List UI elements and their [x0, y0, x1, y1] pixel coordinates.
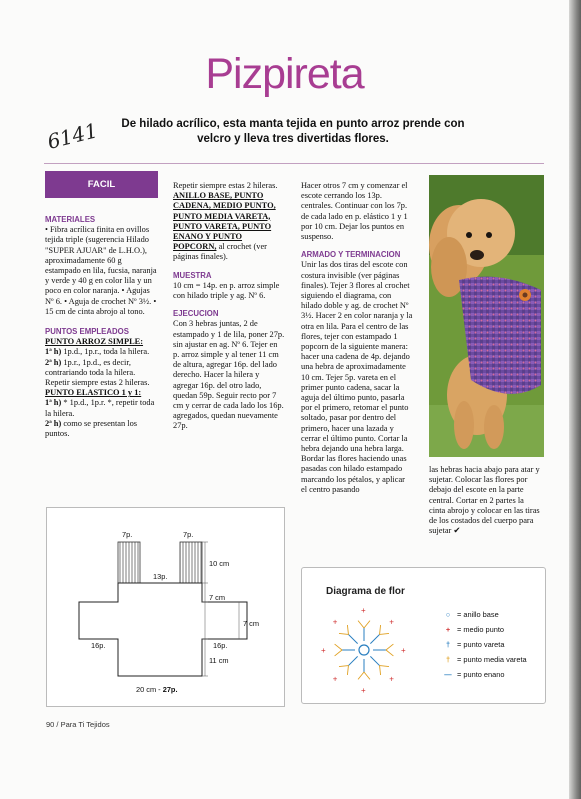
divider	[44, 163, 544, 164]
media-vareta-stitch-mark	[364, 672, 370, 679]
media-vareta-stitch-mark	[358, 672, 364, 679]
width-label: 20 cm - 27p.	[136, 685, 178, 694]
media-vareta-stitch-mark	[335, 650, 342, 656]
vareta-stitch-mark	[348, 656, 357, 665]
media-vareta-stitch-mark	[335, 644, 342, 650]
finishing-text: las hebras hacia abajo para atar y sujetar. Colocar las flores por debajo del escote en la parte central. Cortar en 2 partes la cinta abrojo y colocar en las tiras de los costados del cuerpo para sujetar ✔	[429, 465, 540, 536]
stitches-heading: PUNTOS EMPLEADOS	[45, 327, 129, 337]
page-title: Pizpireta	[205, 50, 364, 98]
medio-punto-mark: +	[401, 646, 406, 655]
height-7cm-b: 7 cm	[243, 619, 260, 628]
crochet-stitches: ANILLO BASE, PUNTO CADENA, MEDIO PUNTO, PUNTO MEDIA VARETA, PUNTO VARETA, PUNTO ENANO Y PUNTO POPCORN, al crochet (ver páginas finales).	[173, 191, 276, 262]
legend-item-double-crochet: † = punto vareta	[445, 639, 505, 649]
side-left-label: 16p.	[91, 641, 106, 650]
strap-right-label: 7p.	[183, 530, 194, 539]
assembly-text: Unir las dos tiras del escote con costura invisible (ver páginas finales). Tejer 3 flores al crochet siguiendo el diagrama, con hilado doble y ag. de crochet Nº 3½. Hacer 2 en color naranja y la otra en lila. Para el centro de las flores, tejer con estampado 1 popcorn de la siguiente manera: hacer una cadena de 4p. dejando una hebra de aproximadamente 10 cm. Tejer 5p. vareta en el primer punto cadena, sacar la aguja del último punto, pasarla por el primero, retomar el punto soltado, pasar por dentro del primero, hacer una lazada y cerrar el último punto. Cortar la hebra dejando una hebra larga. Bordar las flores haciendo unas pasadas con hilado estampado marcando los pétalos, y aplicar el centro pasando	[301, 260, 413, 494]
medio-punto-mark: +	[332, 674, 338, 684]
seed-stitch-row2: 2ª h) 1p.r., 1p.d., es decir, contrariando toda la hilera. Repetir siempre estas 2 hileras.	[45, 357, 150, 388]
vareta-stitch-mark	[370, 634, 379, 643]
page-footer: 90 / Para Ti Tejidos	[46, 720, 110, 729]
medio-punto-mark: +	[332, 617, 338, 627]
medio-punto-mark: +	[389, 674, 394, 684]
garment-schematic	[46, 507, 285, 707]
materials-text: • Fibra acrílica finita en ovillos tejida triple (sugerencia Hilado "SUPER AJUAR" de L.H.O.), aproximadamente 60 g estampado en lila, fucsia, naranja y verde y 40 g en color lila y un poco en color naranja. • Agujas Nº 6. • Aguja de crochet Nº 3½. • 15 cm de cinta abrojo al tono.	[45, 225, 157, 316]
rib-stitch-row2: 2ª h) como se presentan los puntos.	[45, 418, 138, 439]
assembly-heading: ARMADO Y TERMINACION	[301, 250, 401, 260]
materials-heading: MATERIALES	[45, 215, 96, 224]
vareta-stitch-mark	[348, 634, 357, 643]
medio-punto-mark: +	[361, 686, 366, 695]
legend-item-single-crochet: + = medio punto	[445, 624, 505, 634]
difficulty-badge: FACIL	[45, 171, 158, 198]
execution-heading: EJECUCION	[173, 309, 219, 319]
gauge-text: 10 cm = 14p. en p. arroz simple con hilado triple y ag. Nº 6.	[173, 280, 280, 301]
flower-diagram	[316, 602, 412, 698]
vareta-stitch-mark	[370, 656, 379, 665]
height-11cm: 11 cm	[209, 656, 229, 665]
execution-text: Con 3 hebras juntas, 2 de estampado y 1 de lila, poner 27p. sin ajustar en ag. Nº 6. Tejer en p. arroz simple y al tener 11 cm de altura, agregar 16p. del lado derecho. Hacer la hilera y agregar 16p. del otro lado, quedan 59p. Seguir recto por 7 cm y cerrar de cada lado los 16p. agregados, quedan nuevamente 27p.	[173, 319, 285, 431]
legend-item-half-double-crochet: † = punto media vareta	[445, 654, 527, 664]
media-vareta-stitch-mark	[380, 666, 389, 667]
medio-punto-mark: +	[361, 606, 366, 615]
media-vareta-stitch-mark	[339, 633, 348, 634]
media-vareta-stitch-mark	[364, 621, 370, 628]
column-finishing	[429, 465, 541, 536]
media-vareta-stitch-mark	[386, 650, 393, 656]
media-vareta-stitch-mark	[380, 666, 381, 675]
neckline-text: Hacer otros 7 cm y comenzar el escote cerrando los 13p. centrales. Continuar con los 7p. de cada lado en p. elástico 1 y 1 por 10 cm. Dejar los puntos en suspenso.	[301, 181, 408, 242]
page-spine	[569, 0, 581, 799]
rib-stitch-row1: 1ª h) * 1p.d., 1p.r. *, repetir toda la hilera.	[45, 398, 155, 418]
media-vareta-stitch-mark	[347, 625, 348, 634]
medio-punto-mark: +	[389, 617, 394, 627]
side-right-label: 16p.	[213, 641, 228, 650]
column-materials	[45, 215, 158, 439]
media-vareta-stitch-mark	[386, 644, 393, 650]
gauge-heading: MUESTRA	[173, 270, 212, 280]
media-vareta-stitch-mark	[380, 625, 381, 634]
flower-legend	[442, 607, 527, 682]
dog-photo	[429, 175, 544, 457]
height-7cm-a: 7 cm	[209, 593, 226, 602]
handwritten-note: 6141	[44, 118, 101, 154]
flower-diagram-box	[301, 567, 546, 704]
column-assembly	[301, 181, 413, 495]
legend-item-base-ring: ○ = anillo base	[445, 609, 499, 619]
media-vareta-stitch-mark	[380, 633, 389, 634]
legend-item-slip-stitch: — = punto enano	[444, 669, 505, 679]
seed-stitch-row1: 1ª h) 1p.d., 1p.r., toda la hilera.	[45, 347, 150, 357]
strap-left-label: 7p.	[122, 530, 133, 539]
seed-stitch-title: PUNTO ARROZ SIMPLE:	[45, 337, 144, 347]
media-vareta-stitch-mark	[339, 666, 348, 667]
medio-punto-mark: +	[321, 646, 326, 655]
page-subtitle: De hilado acrílico, esta manta tejida en punto arroz prende con velcro y lleva tres divertidas flores.	[121, 118, 465, 145]
flower-diagram-title: Diagrama de flor	[326, 586, 405, 597]
column-execution	[173, 181, 285, 432]
height-10cm: 10 cm	[209, 559, 230, 568]
media-vareta-stitch-mark	[347, 666, 348, 675]
neck-label: 13p.	[153, 572, 168, 581]
rib-stitch-title: PUNTO ELASTICO 1 y 1:	[45, 388, 142, 398]
repeat-text: Repetir siempre estas 2 hileras.	[173, 181, 278, 190]
media-vareta-stitch-mark	[358, 621, 364, 628]
